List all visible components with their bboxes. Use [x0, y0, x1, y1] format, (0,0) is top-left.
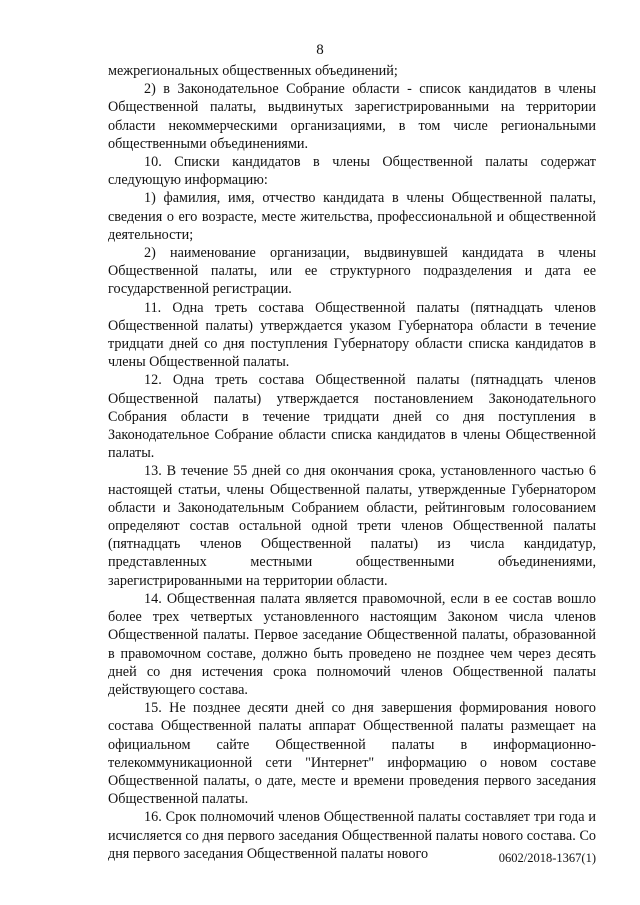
paragraph-10-item-1: 1) фамилия, имя, отчество кандидата в члены Общественной палаты, сведения о его возрасте, месте жительства, профессиональной и общественной деятельности;	[108, 190, 596, 243]
paragraph-15: 15. Не позднее десяти дней со дня завершения формирования нового состава Общественной палаты аппарат Общественной палаты размещает на официальном сайте Общественной палаты в информационно-телекоммуникационной сети "Интернет" информацию о новом составе Общественной палаты, о дате, месте и времени проведения первого заседания Общественной палаты.	[108, 700, 596, 808]
page-number: 8	[316, 42, 324, 58]
paragraph-10-item-2: 2) наименование организации, выдвинувшей кандидата в члены Общественной палаты, или ее структурного подразделения и дата ее государственной регистрации.	[108, 245, 596, 298]
paragraph-10: 10. Списки кандидатов в члены Общественной палаты содержат следующую информацию:	[108, 154, 596, 189]
paragraph-16: 16. Срок полномочий членов Общественной палаты составляет три года и исчисляется со дня первого заседания Общественной палаты нового состава. Со дня первого заседания Общественной палаты нового	[108, 809, 596, 862]
paragraph-14: 14. Общественная палата является правомочной, если в ее состав вошло более трех четвертых установленного настоящим Законом числа членов Общественной палаты. Первое заседание Общественной палаты, образованной в правомочном составе, должно быть проведено не позднее чем через десять дней со дня истечения срока полномочий членов Общественной палаты действующего состава.	[108, 590, 596, 698]
paragraph-13: 13. В течение 55 дней со дня окончания срока, установленного частью 6 настоящей статьи, члены Общественной палаты, утвержденные Губернатором области и Законодательным Собранием области, рейтинговым голосованием определяют состав остальной одной трети членов Общественной палаты (пятнадцать членов Общественной палаты) из числа кандидатур, представленных местными общественными объединениями, зарегистрированными на территории области.	[108, 463, 596, 589]
paragraph-12: 12. Одна треть состава Общественной палаты (пятнадцать членов Общественной палаты) утверждается постановлением Законодательного Собрания области в течение тридцати дней со дня поступления в Законодательное Собрание области списка кандидатов в члены Общественной палаты.	[108, 372, 596, 462]
document-code: 0602/2018-1367(1)	[498, 851, 596, 865]
document-body	[108, 62, 596, 863]
paragraph-item-2: 2) в Законодательное Собрание области - список кандидатов в члены Общественной палаты, выдвинутых зарегистрированными на территории области некоммерческими организациями, в том числе региональными общественными объединениями.	[108, 81, 596, 152]
paragraph-11: 11. Одна треть состава Общественной палаты (пятнадцать членов Общественной палаты) утверждается указом Губернатора области в течение тридцати дней со дня поступления Губернатору области списка кандидатов в члены Общественной палаты.	[108, 299, 596, 371]
paragraph-continuation: межрегиональных общественных объединений;	[108, 63, 398, 79]
